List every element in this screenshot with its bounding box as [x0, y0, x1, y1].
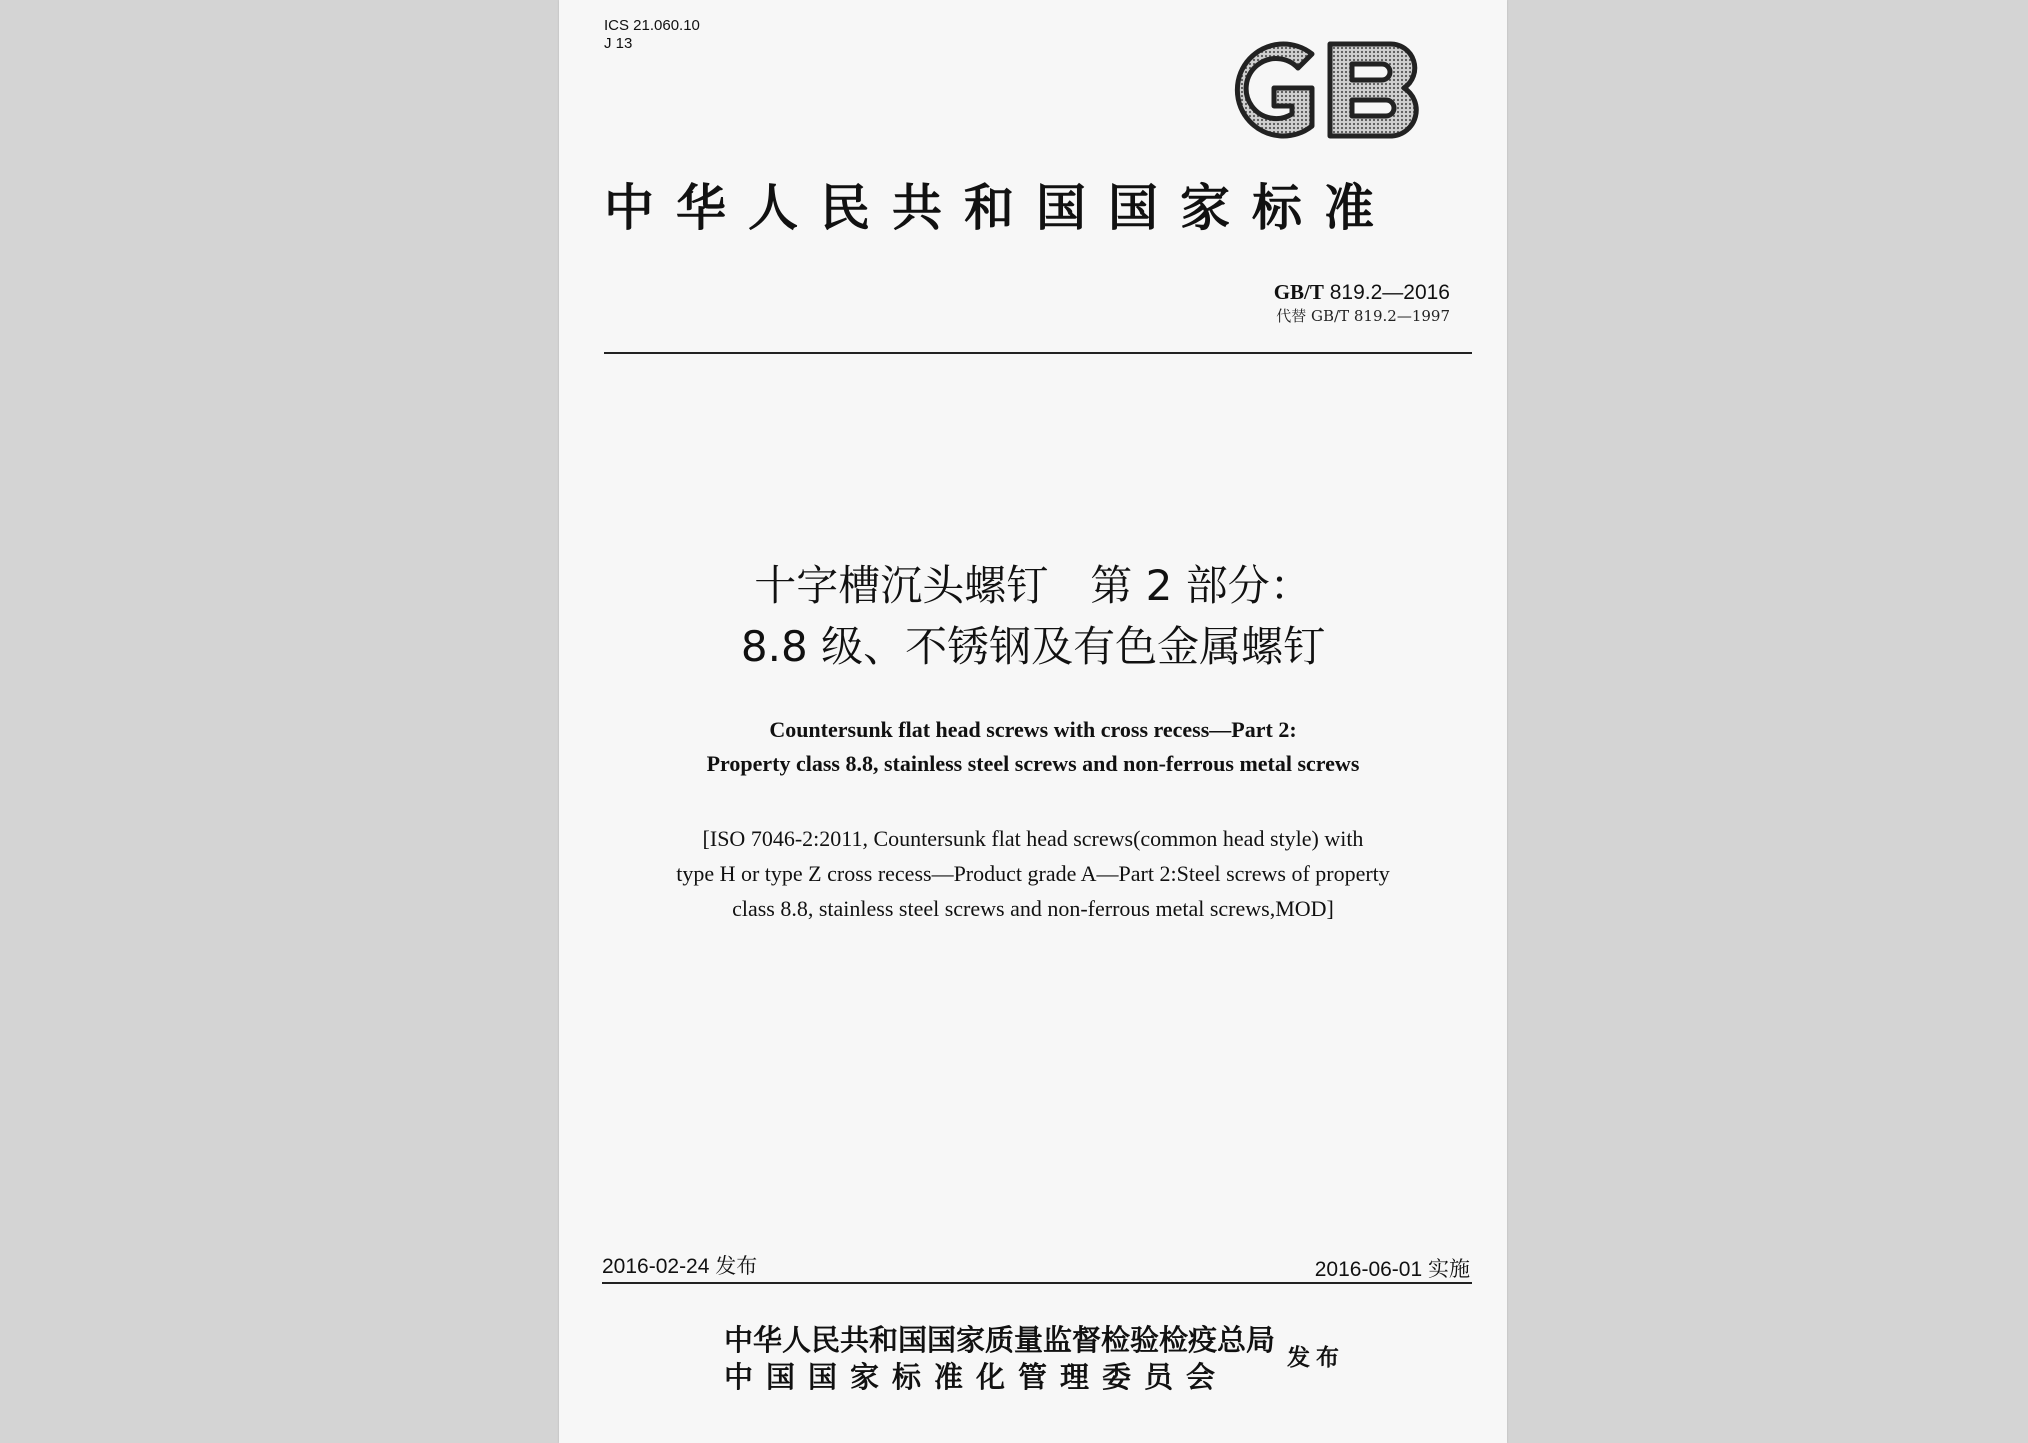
implementation-date: 2016-06-01 实施	[1314, 1258, 1470, 1281]
issue-label: 发布	[1287, 1345, 1345, 1371]
footer-divider	[602, 1282, 1472, 1284]
chinese-title-line1: 十字槽沉头螺钉 第 2 部分：	[754, 561, 1312, 610]
standard-number-block	[1274, 280, 1450, 326]
header-divider	[604, 352, 1472, 354]
issuer-line2: 中国国家标准化管理委员会	[724, 1360, 1229, 1394]
standard-prefix: GB/T	[1273, 280, 1324, 304]
english-title-line1: Countersunk flat head screws with cross recess—Part 2:	[769, 717, 1297, 742]
iso-reference-line1: [ISO 7046-2:2011, Countersunk flat head screws(common head style) with	[702, 826, 1364, 851]
national-standard-heading: 中华人民共和国国家标准	[604, 179, 1396, 237]
ccs-code: J 13	[604, 35, 633, 52]
ics-code: ICS 21.060.10	[604, 17, 700, 34]
gb-logo	[1212, 34, 1427, 146]
issuer-line1: 中华人民共和国国家质量监督检验检疫总局	[724, 1323, 1276, 1357]
iso-reference-line3: class 8.8, stainless steel screws and non-ferrous metal screws,MOD]	[732, 896, 1334, 921]
standard-number	[1274, 280, 1450, 305]
document-page	[559, 0, 1507, 1443]
standard-code: 819.2—2016	[1329, 281, 1450, 304]
publish-date: 2016-02-24 发布	[602, 1255, 758, 1278]
chinese-title-line2: 8.8 级、不锈钢及有色金属螺钉	[740, 622, 1326, 671]
english-title-line2: Property class 8.8, stainless steel screws and non-ferrous metal screws	[706, 751, 1360, 776]
replaced-standard: 代替 GB/T 819.2—1997	[1276, 307, 1450, 325]
classification-codes	[604, 17, 700, 53]
iso-reference-line2: type H or type Z cross recess—Product grade A—Part 2:Steel screws of property	[676, 861, 1390, 886]
